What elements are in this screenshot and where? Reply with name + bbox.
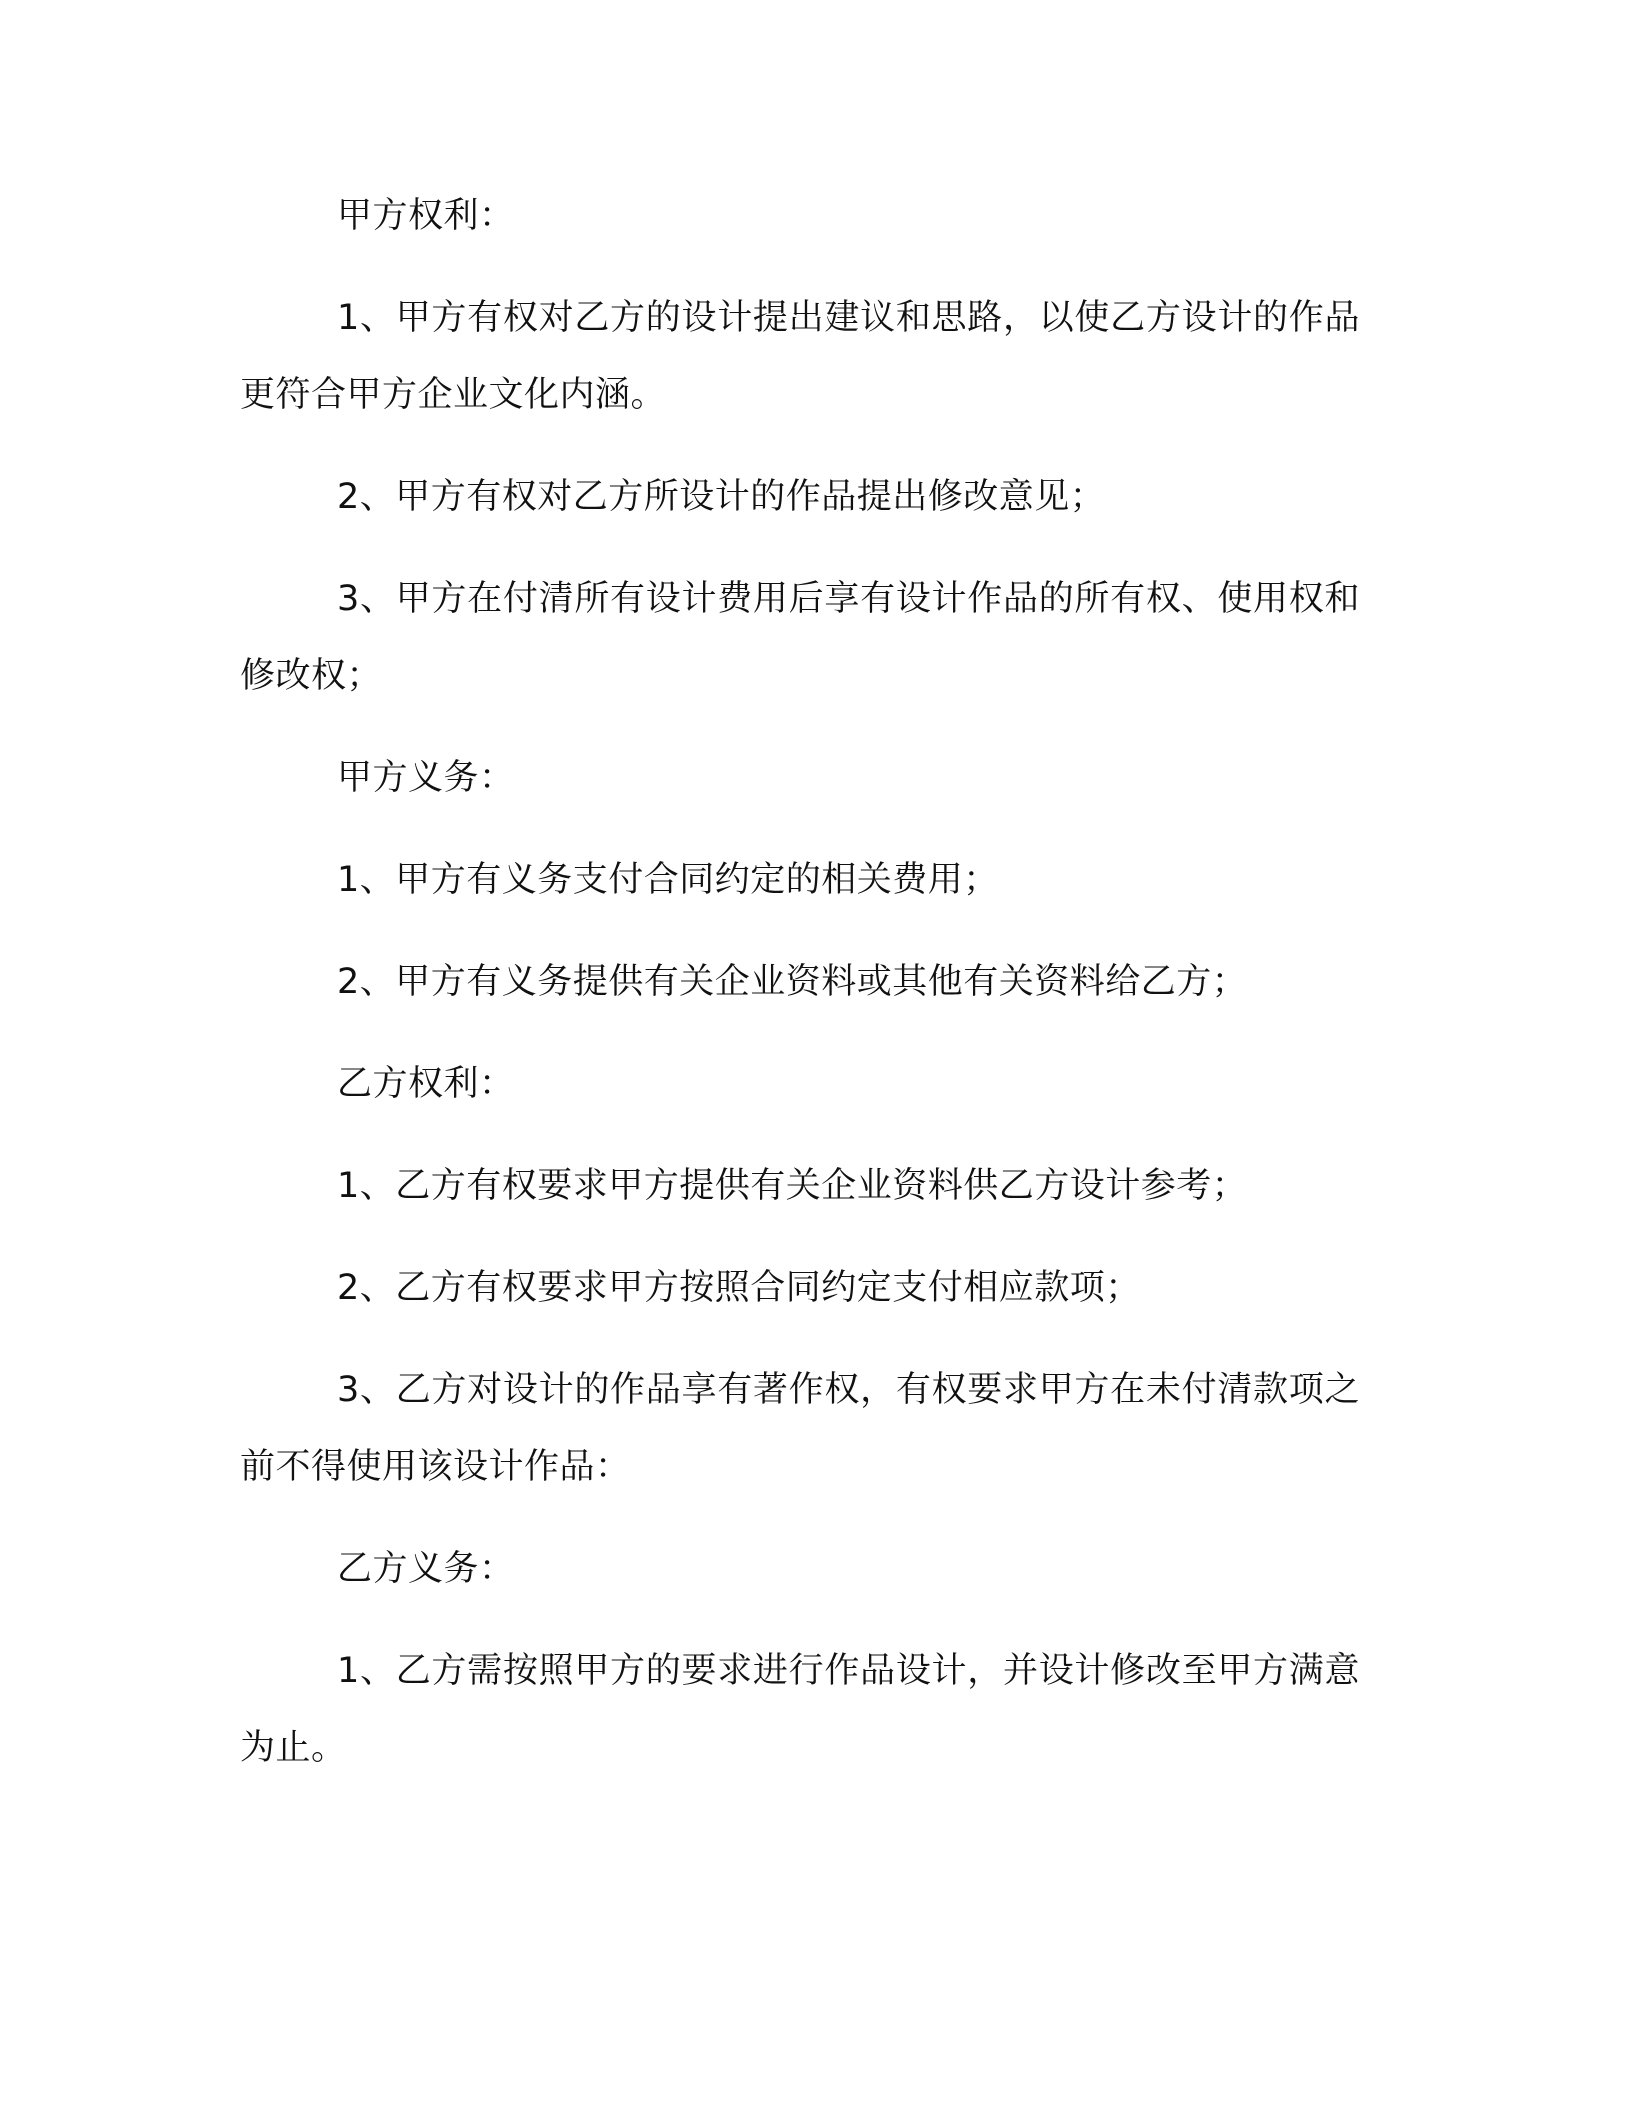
- section-heading-party-a-rights: 甲方权利：: [337, 196, 515, 236]
- section-heading-party-b-rights: 乙方权利：: [337, 1064, 515, 1104]
- party-b-rights-item-1: 1、乙方有权要求甲方提供有关企业资料供乙方设计参考；: [337, 1166, 1248, 1206]
- section-heading-party-b-obligations: 乙方义务：: [337, 1549, 515, 1589]
- party-a-obligations-item-2: 2、甲方有义务提供有关企业资料或其他有关资料给乙方；: [337, 962, 1248, 1002]
- section-heading-party-a-obligations: 甲方义务：: [337, 758, 515, 798]
- document-body: [240, 178, 1360, 1812]
- party-a-obligations-item-1: 1、甲方有义务支付合同约定的相关费用；: [337, 860, 999, 900]
- party-a-rights-item-2: 2、甲方有权对乙方所设计的作品提出修改意见；: [337, 477, 1106, 517]
- party-a-rights-item-3: 3、甲方在付清所有设计费用后享有设计作品的所有权、使用权和修改权；: [240, 579, 1360, 696]
- party-b-rights-item-3: 3、乙方对设计的作品享有著作权，有权要求甲方在未付清款项之前不得使用该设计作品：: [240, 1370, 1360, 1487]
- party-a-rights-item-1: 1、甲方有权对乙方的设计提出建议和思路，以使乙方设计的作品更符合甲方企业文化内涵。: [240, 298, 1360, 415]
- party-b-obligations-item-1: 1、乙方需按照甲方的要求进行作品设计，并设计修改至甲方满意为止。: [240, 1651, 1360, 1768]
- party-b-rights-item-2: 2、乙方有权要求甲方按照合同约定支付相应款项；: [337, 1268, 1141, 1308]
